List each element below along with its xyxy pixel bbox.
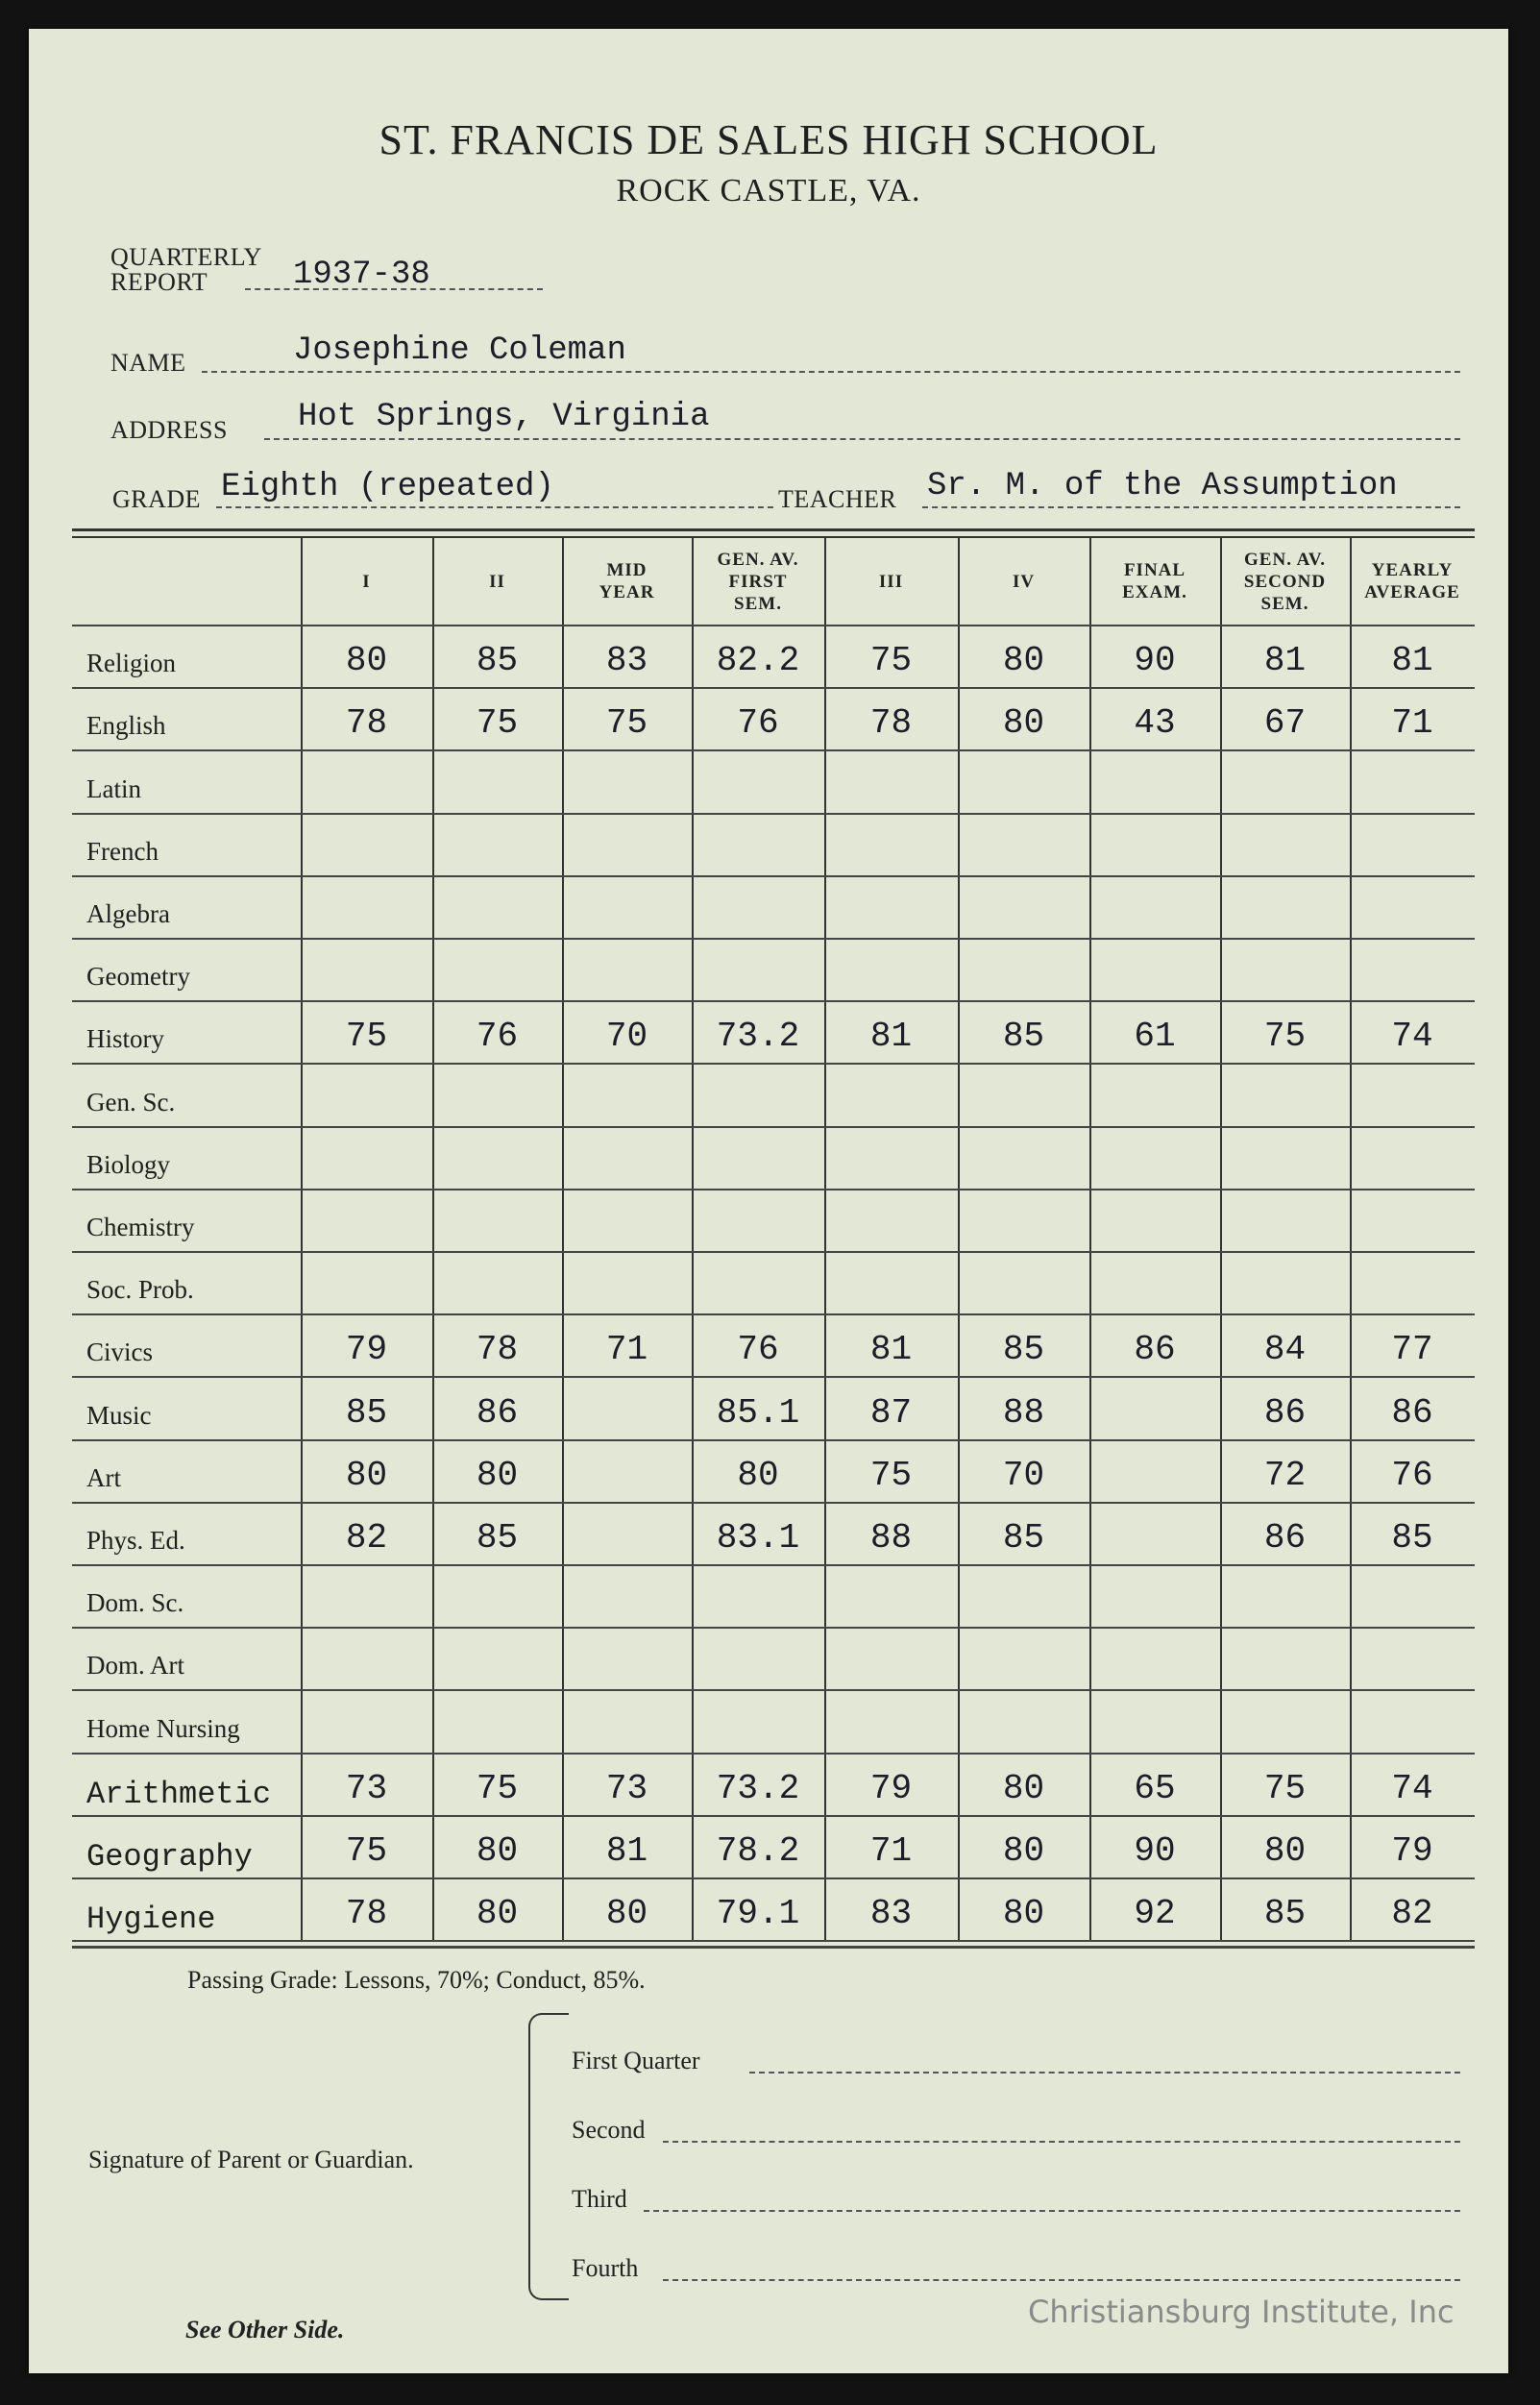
- column-header-line: GEN. AV.: [1244, 549, 1326, 570]
- grade-cell: 80: [605, 1894, 648, 1934]
- subject-label: Music: [86, 1400, 152, 1430]
- row-rule: [72, 1940, 1475, 1942]
- column-divider: [1220, 538, 1222, 1940]
- grade-cell: 75: [476, 703, 519, 744]
- grade-cell: 78.2: [716, 1831, 800, 1871]
- grade-cell: 75: [345, 1017, 388, 1057]
- row-rule: [72, 1564, 1475, 1566]
- column-divider: [1350, 538, 1352, 1940]
- grade-cell: 71: [1391, 703, 1433, 744]
- subject-label: Arithmetic: [86, 1776, 272, 1812]
- subject-label: Religion: [86, 649, 176, 678]
- subject-label: Geometry: [86, 962, 190, 992]
- row-rule: [72, 1376, 1475, 1378]
- school-name: ST. FRANCIS DE SALES HIGH SCHOOL: [379, 116, 1159, 163]
- column-divider: [301, 538, 303, 1940]
- column-header: [1350, 559, 1475, 603]
- grade-cell: 73.2: [716, 1017, 800, 1057]
- row-rule: [72, 1627, 1475, 1629]
- address-label: ADDRESS: [110, 416, 228, 444]
- row-rule: [72, 1815, 1475, 1817]
- grade-cell: 76: [1391, 1455, 1433, 1495]
- column-header: [692, 549, 824, 615]
- row-rule: [72, 813, 1475, 815]
- grade-cell: 71: [605, 1330, 648, 1370]
- row-rule: [72, 1189, 1475, 1190]
- column-header-line: FIRST: [728, 571, 788, 592]
- passing-grade-note: Passing Grade: Lessons, 70%; Conduct, 85%.: [187, 1966, 646, 1994]
- grade-cell: 79: [1391, 1831, 1433, 1871]
- grade-cell: 75: [605, 703, 648, 744]
- grade-cell: 81: [1263, 641, 1307, 681]
- grade-cell: 80: [345, 1455, 388, 1495]
- grade-cell: 74: [1391, 1768, 1433, 1808]
- grade-label: GRADE: [112, 485, 202, 513]
- subject-label: Chemistry: [86, 1213, 195, 1241]
- row-rule: [72, 1439, 1475, 1441]
- grade-cell: 85: [476, 1518, 519, 1558]
- grade-cell: 79.1: [716, 1894, 800, 1934]
- grade-cell: 75: [1263, 1768, 1307, 1808]
- column-divider: [692, 538, 694, 1940]
- grade-cell: 76: [737, 1330, 779, 1370]
- column-header-line: SECOND: [1243, 571, 1327, 592]
- grade-cell: 78: [869, 703, 913, 744]
- row-rule: [72, 1000, 1475, 1002]
- row-rule: [72, 1126, 1475, 1128]
- column-header-line: SEM.: [734, 593, 782, 614]
- column-header-line: GEN. AV.: [717, 549, 799, 570]
- grade-cell: 80: [1002, 703, 1045, 744]
- grade-cell: 86: [476, 1392, 519, 1433]
- row-rule: [72, 1753, 1475, 1755]
- grade-cell: 86: [1263, 1518, 1307, 1558]
- grade-cell: 75: [345, 1831, 388, 1871]
- row-rule: [72, 1877, 1475, 1879]
- fourth-quarter-label: Fourth: [572, 2254, 639, 2282]
- grade-cell: 80: [1002, 1831, 1045, 1871]
- grade-cell: 82.2: [716, 641, 800, 681]
- school-location: ROCK CASTLE, VA.: [616, 173, 921, 209]
- row-rule: [72, 1689, 1475, 1691]
- report-card-paper: [29, 29, 1508, 2373]
- watermark: Christiansburg Institute, Inc: [1028, 2294, 1454, 2330]
- column-header: [432, 571, 562, 593]
- subject-label: French: [86, 836, 159, 866]
- grade-cell: 85: [1002, 1017, 1045, 1057]
- column-divider: [562, 538, 564, 1940]
- name-label: NAME: [110, 349, 186, 377]
- column-header: [1220, 549, 1350, 615]
- grade-cell: 86: [1391, 1392, 1433, 1433]
- third-quarter-label: Third: [572, 2185, 627, 2213]
- grade-cell: 80: [737, 1455, 779, 1495]
- grade-cell: 78: [345, 1894, 388, 1934]
- column-header: [958, 571, 1089, 593]
- signature-label: Signature of Parent or Guardian.: [88, 2146, 414, 2173]
- subject-label: Biology: [86, 1149, 171, 1179]
- grade-cell: 61: [1134, 1017, 1176, 1057]
- row-rule: [72, 1063, 1475, 1065]
- grade-cell: 85: [1002, 1518, 1045, 1558]
- grade-cell: 80: [1002, 641, 1045, 681]
- grade-cell: 79: [869, 1768, 913, 1808]
- column-header-line: FINAL: [1123, 560, 1186, 580]
- grade-cell: 83: [605, 641, 648, 681]
- subject-label: English: [86, 711, 166, 741]
- second-quarter-label: Second: [572, 2116, 646, 2144]
- grade-cell: 77: [1391, 1330, 1433, 1370]
- grade-cell: 86: [1134, 1330, 1176, 1370]
- grade-cell: 80: [476, 1455, 519, 1495]
- first-quarter-signature-line[interactable]: [749, 2072, 1460, 2074]
- report-label: REPORT: [110, 268, 208, 296]
- column-header-line: MID: [606, 560, 648, 580]
- grade-cell: 83.1: [716, 1518, 800, 1558]
- grade-cell: 81: [605, 1831, 648, 1871]
- grade-cell: 78: [476, 1330, 519, 1370]
- column-header-line: EXAM.: [1122, 582, 1187, 602]
- report-year: 1937-38: [293, 257, 430, 293]
- column-header-line: IV: [1012, 571, 1036, 592]
- grade-cell: 67: [1263, 703, 1307, 744]
- signature-brace: [528, 2013, 569, 2300]
- column-header-line: AVERAGE: [1364, 582, 1460, 602]
- grade-cell: 82: [345, 1518, 388, 1558]
- row-rule: [72, 1313, 1475, 1315]
- grade-cell: 88: [869, 1518, 913, 1558]
- fourth-quarter-signature-line[interactable]: [663, 2279, 1460, 2281]
- subject-label: Art: [86, 1462, 121, 1492]
- grade-cell: 80: [345, 641, 388, 681]
- header-rule: [72, 625, 1475, 626]
- grade-cell: 76: [737, 703, 779, 744]
- subject-label: Gen. Sc.: [86, 1087, 176, 1117]
- grade-cell: 83: [869, 1894, 913, 1934]
- row-rule: [72, 687, 1475, 689]
- column-header: [824, 571, 958, 593]
- grade-cell: 86: [1263, 1392, 1307, 1433]
- grade-cell: 80: [1002, 1768, 1045, 1808]
- grade-cell: 72: [1263, 1455, 1307, 1495]
- subject-label: Algebra: [86, 899, 170, 928]
- student-address: Hot Springs, Virginia: [298, 399, 710, 435]
- grade-cell: 65: [1134, 1768, 1176, 1808]
- grade-cell: 73: [345, 1768, 388, 1808]
- grade-cell: 85: [345, 1392, 388, 1433]
- column-header-line: YEAR: [599, 582, 655, 602]
- column-header-line: SEM.: [1260, 593, 1309, 614]
- row-rule: [72, 938, 1475, 940]
- student-grade: Eighth (repeated): [221, 469, 554, 505]
- subject-label: Dom. Art: [86, 1651, 185, 1681]
- grade-cell: 85: [1263, 1894, 1307, 1934]
- subject-label: History: [86, 1024, 164, 1054]
- grades-table: [29, 29, 1508, 1951]
- subject-label: Hygiene: [86, 1902, 216, 1938]
- grade-cell: 92: [1134, 1894, 1176, 1934]
- grade-cell: 82: [1391, 1894, 1433, 1934]
- grade-cell: 73: [605, 1768, 648, 1808]
- grade-cell: 90: [1134, 1831, 1176, 1871]
- grade-cell: 70: [1002, 1455, 1045, 1495]
- column-header-line: II: [489, 571, 505, 592]
- teacher-name: Sr. M. of the Assumption: [927, 468, 1398, 504]
- subject-label: Dom. Sc.: [86, 1588, 184, 1618]
- grade-cell: 78: [345, 703, 388, 744]
- grade-cell: 74: [1391, 1017, 1433, 1057]
- grade-cell: 73.2: [716, 1768, 800, 1808]
- grade-cell: 81: [869, 1330, 913, 1370]
- grade-cell: 76: [476, 1017, 519, 1057]
- grade-cell: 75: [476, 1768, 519, 1808]
- column-divider: [1089, 538, 1091, 1940]
- column-header-line: III: [878, 571, 904, 592]
- column-header-line: I: [362, 571, 371, 592]
- subject-label: Geography: [86, 1839, 253, 1875]
- column-header-line: YEARLY: [1371, 560, 1454, 580]
- grade-cell: 43: [1134, 703, 1176, 744]
- grade-cell: 75: [869, 641, 913, 681]
- column-divider: [432, 538, 434, 1940]
- grade-cell: 87: [869, 1392, 913, 1433]
- row-rule: [72, 875, 1475, 877]
- column-divider: [958, 538, 960, 1940]
- grade-cell: 80: [1002, 1894, 1045, 1934]
- subject-label: Soc. Prob.: [86, 1275, 194, 1305]
- column-header: [301, 571, 432, 593]
- grade-cell: 75: [869, 1455, 913, 1495]
- grade-cell: 90: [1134, 641, 1176, 681]
- first-quarter-label: First Quarter: [572, 2047, 700, 2074]
- teacher-label: TEACHER: [778, 485, 897, 513]
- grade-cell: 85.1: [716, 1392, 800, 1433]
- student-name: Josephine Coleman: [293, 332, 626, 369]
- subject-label: Home Nursing: [86, 1713, 240, 1743]
- grade-cell: 85: [1391, 1518, 1433, 1558]
- row-rule: [72, 1251, 1475, 1253]
- subject-label: Phys. Ed.: [86, 1526, 185, 1555]
- grade-cell: 75: [1263, 1017, 1307, 1057]
- grade-cell: 81: [1391, 641, 1433, 681]
- second-quarter-signature-line[interactable]: [663, 2141, 1460, 2143]
- grade-cell: 84: [1263, 1330, 1307, 1370]
- grade-cell: 80: [476, 1894, 519, 1934]
- table-bottom-rule: [72, 1946, 1475, 1949]
- grade-cell: 85: [1002, 1330, 1045, 1370]
- row-rule: [72, 1502, 1475, 1504]
- see-other-side: See Other Side.: [185, 2316, 345, 2344]
- grade-cell: 71: [869, 1831, 913, 1871]
- column-header: [1089, 559, 1220, 603]
- grade-cell: 85: [476, 641, 519, 681]
- subject-label: Latin: [86, 773, 141, 803]
- third-quarter-signature-line[interactable]: [644, 2210, 1460, 2212]
- grade-cell: 79: [345, 1330, 388, 1370]
- column-divider: [824, 538, 826, 1940]
- grade-cell: 88: [1002, 1392, 1045, 1433]
- grade-cell: 81: [869, 1017, 913, 1057]
- grade-cell: 80: [1263, 1831, 1307, 1871]
- quarterly-label: QUARTERLY: [110, 243, 262, 271]
- column-header: [562, 559, 692, 603]
- grade-cell: 80: [476, 1831, 519, 1871]
- subject-label: Civics: [86, 1337, 154, 1367]
- row-rule: [72, 749, 1475, 751]
- grade-cell: 70: [605, 1017, 648, 1057]
